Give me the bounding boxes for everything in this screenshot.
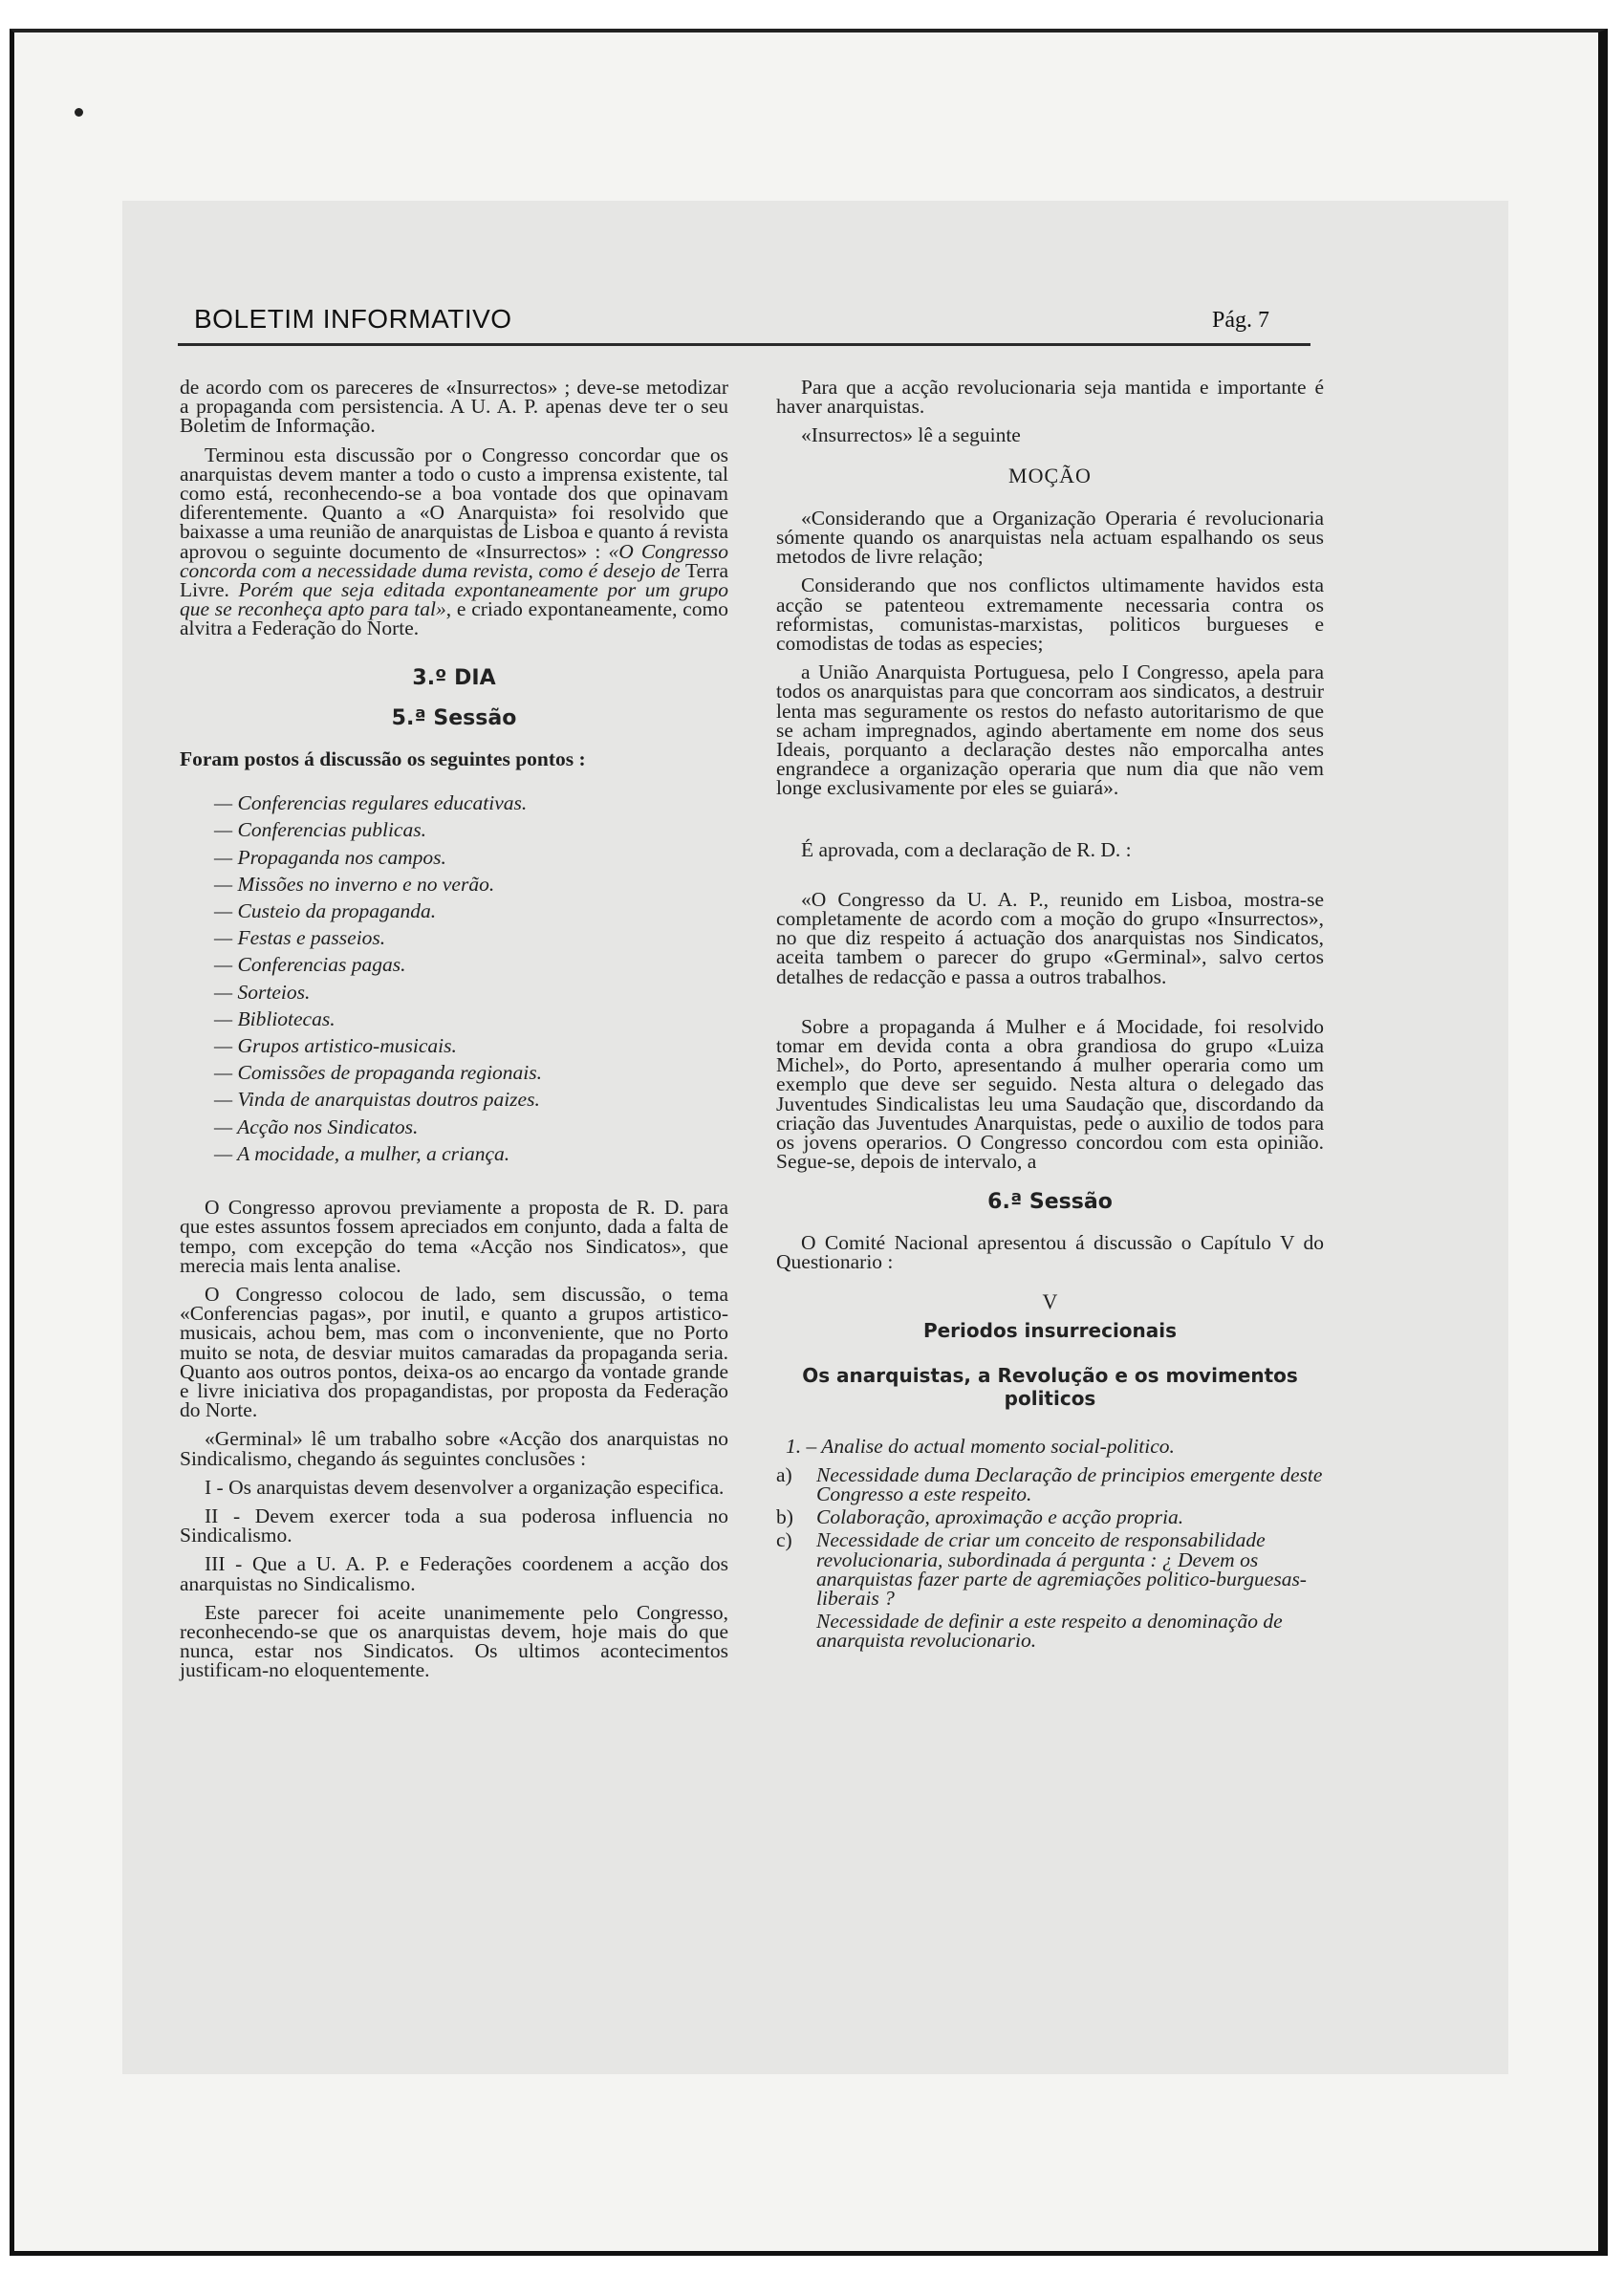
publication-name: Terra Livre. xyxy=(180,558,728,602)
list-item: — Missões no inverno e no verão. xyxy=(214,872,495,896)
header-rule xyxy=(178,343,1310,346)
chapter-number: V xyxy=(1042,1289,1058,1314)
quote-text: «O Congresso concorda com a necessidade duma revista, como é desejo de xyxy=(180,539,729,582)
item-label xyxy=(776,1612,816,1650)
conclusion-item: II - Devem exercer toda a sua poderosa influencia no Sindicalismo. xyxy=(180,1504,728,1547)
sub-item xyxy=(776,1610,1324,1653)
list-item: — Grupos artistico-musicais. xyxy=(214,1034,457,1058)
paragraph: a União Anarquista Portuguesa, pelo I Congresso, apela para todos os anarquistas para que concorram aos sindicatos, a destruir lenta mas seguramente os restos do nefasto autoritarismo de que se acham impregnados, agindo abertamente em nome dos seus Ideais, porquanto a declaração destes não emporcalha antes engrandece a organização operaria que num dia que não vem longe exclusivamente por eles se guiará». xyxy=(776,660,1324,800)
page-number: Pág. 7 xyxy=(1212,308,1269,333)
item-label: c) xyxy=(776,1528,792,1552)
list-item: — Conferencias publicas. xyxy=(214,818,426,842)
list-item: — Propaganda nos campos. xyxy=(214,845,446,869)
ink-speck xyxy=(75,108,83,117)
list-item: — Bibliotecas. xyxy=(214,1006,336,1030)
sub-item xyxy=(776,1530,1324,1608)
paragraph: «Considerando que a Organização Operaria é revolucionaria sómente quando os anarquistas nela actuam espalhando os seus metodos de livre relação; xyxy=(776,506,1324,569)
bulletin-title: BOLETIM INFORMATIVO xyxy=(194,304,512,334)
paragraph: «Germinal» lê um trabalho sobre «Acção dos anarquistas no Sindicalismo, chegando ás seguintes conclusões : xyxy=(180,1427,728,1470)
paragraph: O Congresso colocou de lado, sem discussão, o tema «Conferencias pagas», por inutil, e quanto a grupos artistico-musicais, achou bem, mas com o inconveniente, que no Porto muito se nota, de desviar muitos camaradas da propaganda seria. Quanto aos outros pontos, deixa-os ao encargo da vontade grande e livre iniciativa dos propagandistas, por proposta da Federação do Norte. xyxy=(180,1282,728,1422)
paragraph: Considerando que nos conflictos ultimamente havidos esta acção se patenteou extremamente necessaria contra os reformistas, comunistas-marxistas, politicos burgueses e comodistas de todas as especies; xyxy=(776,573,1324,656)
session-heading: 6.ª Sessão xyxy=(987,1189,1113,1214)
paragraph: O Comité Nacional apresentou á discussão o Capítulo V do Questionario : xyxy=(776,1230,1324,1273)
list-item: — Comissões de propaganda regionais. xyxy=(214,1061,543,1085)
list-item: — A mocidade, a mulher, a criança. xyxy=(214,1141,510,1165)
chapter-title: Periodos insurrecionais xyxy=(922,1319,1178,1343)
text-run: , e criado expontaneamente, como alvitra a Federação do Norte. xyxy=(180,597,728,640)
conclusion-item: I - Os anarquistas devem desenvolver a organização especifica. xyxy=(205,1475,725,1499)
list-item: — Festas e passeios. xyxy=(214,926,386,950)
list-item: — Vinda de anarquistas doutros paizes. xyxy=(214,1088,540,1112)
paragraph: Sobre a propaganda á Mulher e á Mocidade, foi resolvido tomar em devida conta a obra grandiosa do grupo «Luiza Michel», do Porto, apresentando á mulher operaria como um exemplo que deve ser seguido. Nesta altura o delegado das Juventudes Sindicalistas leu uma Saudação que, discordando da criação das Juventudes Anarquistas, pede o auxilio de todos para os jovens operarios. O Congresso concordou com esta opinião. Segue-se, depois de intervalo, a xyxy=(776,1014,1324,1174)
text-run: Terminou esta discussão por o Congresso concordar que os anarquistas devem manter a todo o custo a imprensa existente, tal como está, reconhecendo-se a boa vontade dos que opinavam diferentemente. Quanto a «O Anarquista» foi resolvido que baixasse a uma reunião de anarquistas de Lisboa e quanto á revista aprovou o seguinte documento de «Insurrectos» : xyxy=(180,443,728,563)
points-intro: Foram postos á discussão os seguintes pontos : xyxy=(180,747,586,771)
paragraph: Este parecer foi aceite unanimemente pelo Congresso, reconhecendo-se que os anarquistas devem, hoje mais do que nunca, estar nos Sindicatos. Os ultimos acontecimentos justificam-no eloquentemente. xyxy=(180,1600,728,1682)
day-heading: 3.º DIA xyxy=(412,665,496,690)
item-label: a) xyxy=(776,1462,792,1486)
paragraph: de acordo com os pareceres de «Insurrectos» ; deve-se metodizar a propaganda com persistencia. A U. A. P. apenas deve ter o seu Boletim de Informação. xyxy=(180,376,728,438)
paragraph: Para que a acção revolucionaria seja mantida e importante é haver anarquistas. xyxy=(776,376,1324,419)
paragraph: É aprovada, com a declaração de R. D. : xyxy=(801,837,1132,861)
item-text: Necessidade de criar um conceito de responsabilidade revolucionaria, subordinada á pergunta : ¿ Devem os anarquistas fazer parte de agremiações politico-burguesas-liberais ? xyxy=(816,1528,1307,1610)
paragraph: O Congresso aprovou previamente a proposta de R. D. para que estes assuntos fossem apreciados em conjunto, dada a falta de tempo, com excepção do tema «Acção nos Sindicatos», que merecia mais lenta analise. xyxy=(180,1196,728,1277)
list-item: — Conferencias regulares educativas. xyxy=(214,791,528,815)
list-item: — Conferencias pagas. xyxy=(214,953,406,977)
list-item: — Custeio da propaganda. xyxy=(214,899,437,923)
item-text: Necessidade duma Declaração de principios emergente deste Congresso a este respeito. xyxy=(816,1462,1323,1505)
sub-item xyxy=(776,1505,1324,1529)
paragraph xyxy=(180,445,728,638)
paragraph: «O Congresso da U. A. P., reunido em Lisboa, mostra-se completamente de acordo com a moção do grupo «Insurrectos», no que diz respeito á actuação dos anarquistas nos Sindicatos, aceita tambem o parecer do grupo «Germinal», salvo certos detalhes de redacção e passa a outros trabalhos. xyxy=(776,887,1324,988)
quote-text: Porém que seja editada expontaneamente por um grupo que se reconheça apto para tal» xyxy=(180,578,728,621)
session-heading: 5.ª Sessão xyxy=(391,705,517,730)
right-column xyxy=(776,378,1324,1655)
paragraph: «Insurrectos» lê a seguinte xyxy=(801,423,1021,447)
item-text: Colaboração, aproximação e acção propria. xyxy=(816,1505,1184,1529)
list-item: — Acção nos Sindicatos. xyxy=(214,1114,419,1138)
conclusion-item: III - Que a U. A. P. e Federações coordenem a acção dos anarquistas no Sindicalismo. xyxy=(180,1552,728,1595)
points-list xyxy=(214,790,728,1167)
sub-item xyxy=(776,1462,1324,1505)
item-label: b) xyxy=(776,1505,793,1529)
item-text: Necessidade de definir a este respeito a denominação de anarquista revolucionario. xyxy=(816,1610,1283,1653)
question-item: 1. – Analise do actual momento social-politico. xyxy=(786,1434,1175,1458)
list-item: — Sorteios. xyxy=(214,980,311,1004)
chapter-subtitle: Os anarquistas, a Revolução e os movimentos politicos xyxy=(802,1363,1298,1410)
left-column xyxy=(180,378,728,1690)
motion-heading: MOÇÃO xyxy=(1008,463,1092,487)
